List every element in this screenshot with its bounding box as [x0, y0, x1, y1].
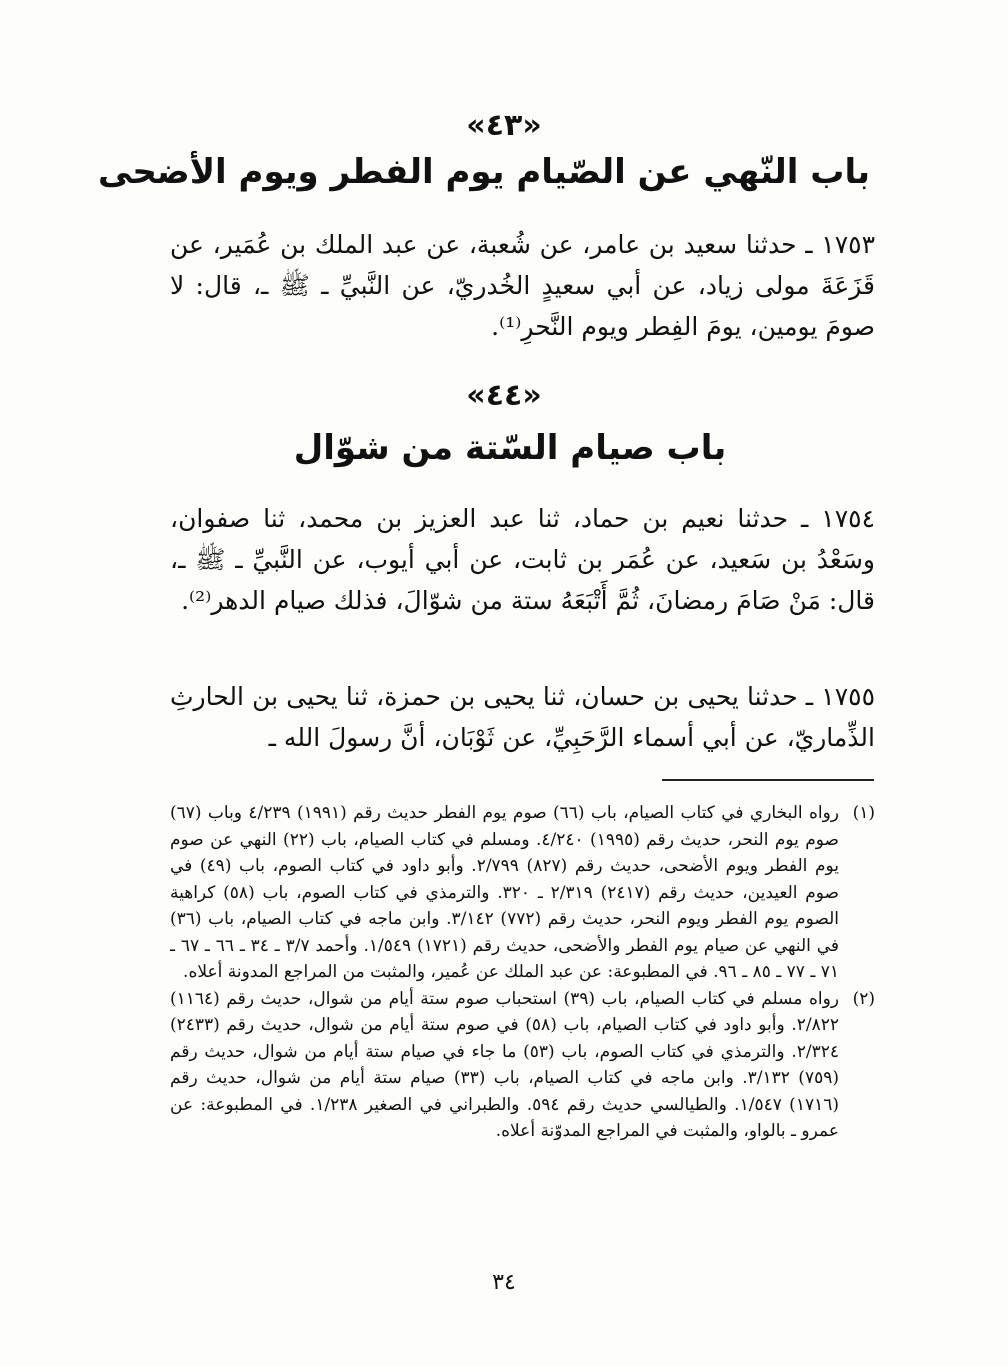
- chapter-title-43: باب النّهي عن الصّيام يوم الفطر ويوم الأضحى: [97, 152, 870, 192]
- hadith-1754: [170, 498, 875, 621]
- footnote-separator: [662, 779, 874, 781]
- footnote-text: رواه مسلم في كتاب الصيام، باب (٣٩) استحباب صوم ستة أيام من شوال، حديث رقم (١١٦٤) ٢/٨٢٢. وأبو داود في كتاب الصيام، باب (٥٨) في صوم ستة أيام من شوال، حديث رقم (٢٤٣٣) ٢/٣٢٤. والترمذي في كتاب الصوم، باب (٥٣) ما جاء في صيام ستة أيام من شوال، حديث رقم (٧٥٩) ٣/١٣٢. وابن ماجه في كتاب الصيام، باب (٣٣) صيام ستة أيام من شوال، حديث رقم (١٧١٦) ١/٥٤٧. والطيالسي حديث رقم ٥٩٤. والطبراني في الصغير ١/٢٣٨. في المطبوعة: عن عمرو ـ بالواو، والمثبت في المراجع المدوّنة أعلاه.: [170, 988, 839, 1141]
- chapter-number-43: «٤٣»: [466, 108, 542, 143]
- footnotes: [170, 800, 875, 1145]
- hadith-text: ١٧٥٣ ـ حدثنا سعيد بن عامر، عن شُعبة، عن عبد الملك بن عُمَير، عن قَزَعَةَ مولى زياد، عن أبي سعيدٍ الخُدريّ، عن النَّبيِّ ـ ﷺ ـ، قال: لا صومَ يومين، يومَ الفِطر ويوم النَّحرِ⁽¹⁾.: [170, 230, 875, 341]
- footnote-mark: (١): [852, 803, 875, 823]
- footnote-1: [170, 800, 875, 986]
- footnote-text: رواه البخاري في كتاب الصيام، باب (٦٦) صوم يوم الفطر حديث رقم (١٩٩١) ٤/٢٣٩ وباب (٦٧) صوم يوم النحر، حديث رقم (١٩٩٥) ٤/٢٤٠. ومسلم في كتاب الصيام، باب (٢٢) النهي عن صوم يوم الفطر ويوم الأضحى، حديث رقم (٨٢٧) ٢/٧٩٩. وأبو داود في كتاب الصوم، باب (٤٩) في صوم العيدين، حديث رقم (٢٤١٧) ٢/٣١٩ ـ ٣٢٠. والترمذي في كتاب الصوم، باب (٥٨) كراهية الصوم يوم الفطر ويوم النحر، حديث رقم (٧٧٢) ٣/١٤٢. وابن ماجه في كتاب الصيام، باب (٣٦) في النهي عن صيام يوم الفطر والأضحى، حديث رقم (١٧٢١) ١/٥٤٩. وأحمد ٣/٧ ـ ٣٤ ـ ٦٦ ـ ٦٧ ـ ٧١ ـ ٧٧ ـ ٨٥ ـ ٩٦. في المطبوعة: عن عبد الملك عن عُمير، والمثبت من المراجع المدونة أعلاه.: [170, 803, 840, 982]
- footnote-2: [170, 986, 875, 1145]
- hadith-1755: [170, 676, 875, 758]
- footnote-mark: (٢): [852, 988, 875, 1009]
- hadith-text: ١٧٥٥ ـ حدثنا يحيى بن حسان، ثنا يحيى بن حمزة، ثنا يحيى بن الحارثِ الذِّماريّ، عن أبي أسماء الرَّحَبِيِّ، عن ثَوْبَان، أنَّ رسولَ الله ـ: [170, 682, 875, 752]
- hadith-text: ١٧٥٤ ـ حدثنا نعيم بن حماد، ثنا عبد العزيز بن محمد، ثنا صفوان، وسَعْدُ بن سَعيد، عن عُمَر بن ثابت، عن أبي أيوب، عن النَّبيِّ ـ ﷺ ـ، قال: مَنْ صَامَ رمضانَ، ثُمَّ أَتْبَعَهُ ستة من شوّالَ، فذلك صيام الدهر⁽²⁾.: [170, 504, 875, 615]
- chapter-title-44: باب صيام السّتة من شوّال: [293, 428, 727, 468]
- page-number: ٣٤: [492, 1270, 516, 1295]
- chapter-number-44: «٤٤»: [466, 378, 542, 413]
- hadith-1753: [170, 224, 875, 347]
